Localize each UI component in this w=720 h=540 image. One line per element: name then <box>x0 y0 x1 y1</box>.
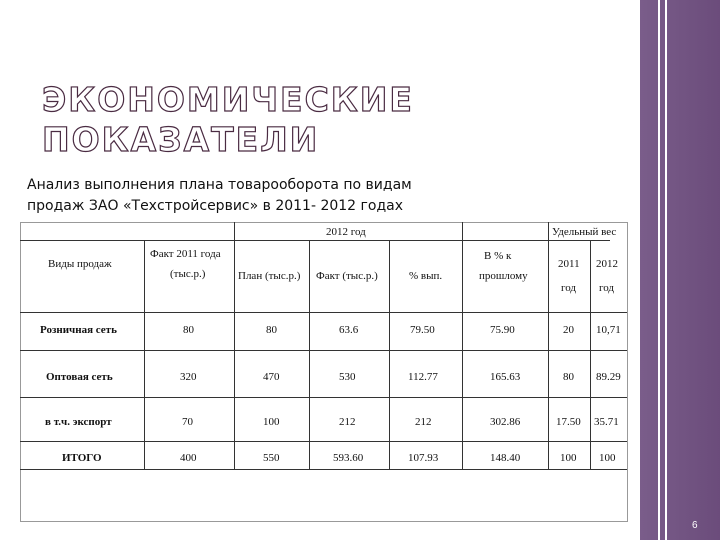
row-total-type: ИТОГО <box>62 452 102 464</box>
table-line <box>462 222 463 470</box>
row-export-prev: 302.86 <box>490 416 521 428</box>
table-line <box>20 441 627 442</box>
row-retail-2011: 20 <box>563 324 574 336</box>
table-line <box>144 240 145 470</box>
subtitle-line-1: Анализ выполнения плана товарооборота по видам <box>27 177 412 193</box>
header-fact: Факт (тыс.р.) <box>316 270 378 282</box>
row-total-prev: 148.40 <box>490 452 521 464</box>
table-line <box>20 397 627 398</box>
header-prev-line2: прошлому <box>479 270 528 282</box>
row-retail-fact2011: 80 <box>183 324 194 336</box>
decorative-stripe <box>665 0 667 540</box>
subtitle-line-2: продаж ЗАО «Техстройсервис» в 2011- 2012 годах <box>27 198 404 214</box>
row-total-fact2011: 400 <box>180 452 197 464</box>
table-line <box>20 469 627 470</box>
row-retail-pct: 79.50 <box>410 324 435 336</box>
header-fact-2011-line2: (тыс.р.) <box>170 268 206 280</box>
row-total-fact: 593.60 <box>333 452 364 464</box>
header-prev-line1: В % к <box>484 250 512 262</box>
row-export-fact: 212 <box>339 416 356 428</box>
table-line <box>20 240 610 241</box>
row-retail-2012: 10,71 <box>596 324 621 336</box>
table-line <box>20 312 627 313</box>
row-total-2011: 100 <box>560 452 577 464</box>
header-pct: % вып. <box>409 270 443 282</box>
row-export-pct: 212 <box>415 416 432 428</box>
header-year-2012-line2: год <box>599 282 615 294</box>
row-wholesale-prev: 165.63 <box>490 371 521 383</box>
row-wholesale-fact2011: 320 <box>180 371 197 383</box>
row-retail-plan: 80 <box>266 324 277 336</box>
decorative-stripe <box>658 0 660 540</box>
slide-title: ЭКОНОМИЧЕСКИЕ ПОКАЗАТЕЛИ <box>42 80 414 159</box>
row-export-plan: 100 <box>263 416 280 428</box>
header-share-group: Удельный вес <box>552 226 617 238</box>
page-number: 6 <box>692 520 698 531</box>
decorative-side-bar <box>640 0 720 540</box>
header-2012-group: 2012 год <box>326 226 366 238</box>
table-line <box>20 350 627 351</box>
row-retail-fact: 63.6 <box>339 324 359 336</box>
row-wholesale-type: Оптовая сеть <box>46 371 113 383</box>
header-year-2012-line1: 2012 <box>596 258 618 270</box>
row-total-plan: 550 <box>263 452 280 464</box>
row-export-2011: 17.50 <box>556 416 581 428</box>
row-total-pct: 107.93 <box>408 452 439 464</box>
row-export-type: в т.ч. экспорт <box>45 416 112 428</box>
row-wholesale-fact: 530 <box>339 371 356 383</box>
table-line <box>309 240 310 470</box>
slide-subtitle <box>27 175 497 217</box>
row-export-2012: 35.71 <box>594 416 619 428</box>
header-sales-type: Виды продаж <box>48 258 112 270</box>
row-wholesale-plan: 470 <box>263 371 280 383</box>
row-wholesale-2012: 89.29 <box>596 371 621 383</box>
header-plan: План (тыс.р.) <box>238 270 301 282</box>
header-year-2011-line1: 2011 <box>558 258 580 270</box>
table-line <box>234 222 235 470</box>
row-retail-prev: 75.90 <box>490 324 515 336</box>
header-fact-2011-line1: Факт 2011 года <box>150 248 221 260</box>
header-year-2011-line2: год <box>561 282 577 294</box>
row-wholesale-pct: 112.77 <box>408 371 438 383</box>
table-line <box>590 240 591 470</box>
row-wholesale-2011: 80 <box>563 371 574 383</box>
table-line <box>548 222 549 470</box>
table-line <box>389 240 390 470</box>
row-export-fact2011: 70 <box>182 416 193 428</box>
row-retail-type: Розничная сеть <box>40 324 117 336</box>
row-total-2012: 100 <box>599 452 616 464</box>
